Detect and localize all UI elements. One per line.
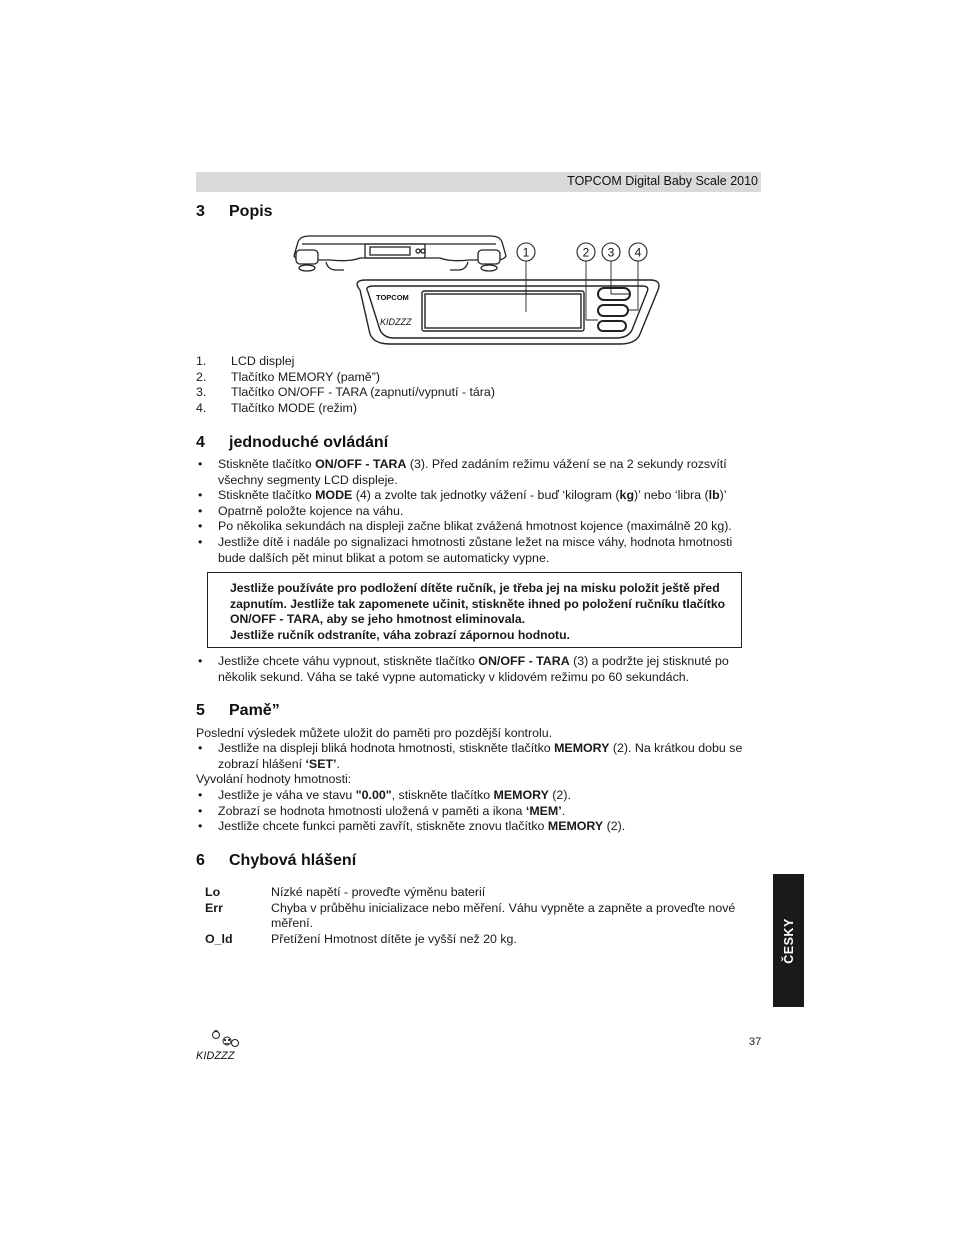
page-number: 37: [749, 1036, 762, 1048]
svg-text:4: 4: [634, 245, 642, 260]
list-item: • Stiskněte tlačítko MODE (4) a zvolte tak jednotky vážení - buď ‘kilogram (kg)’ nebo ‘libra (lb)’: [198, 488, 727, 503]
error-messages-table: [205, 885, 750, 947]
header-title: TOPCOM Digital Baby Scale 2010: [567, 174, 758, 188]
callout-1: [517, 243, 535, 261]
svg-text:2: 2: [582, 245, 590, 260]
section-5-bullets-a: [196, 741, 751, 772]
diagram-logo-label: KIDZZZ: [380, 317, 412, 327]
section-4-bullets-after-note: [196, 654, 751, 685]
note-text: Jestliže používáte pro podložení dítěte ručník, je třeba jej na misku položit ještě před zapnutím. Jestliže tak zapomenete učinit, stiskněte ihned po položení ručníku tlačítko ON/OFF - TARA, aby se jeho hmotnost eliminovala. Jestliže ručník odstraníte, váha zobrazí zápornou hodnotu.: [230, 581, 726, 642]
kidzzz-logo: [196, 1029, 246, 1063]
language-tab: [773, 874, 804, 1007]
list-item: • Zobrazí se hodnota hmotnosti uložená v paměti a ikona ‘MEM’.: [198, 803, 566, 818]
section-5-bullets-b: [196, 788, 751, 835]
list-item: • Jestliže na displeji bliká hodnota hmotnosti, stiskněte tlačítko MEMORY (2). Na krátkou dobu se zobrazí hlášení ‘SET’.: [198, 741, 743, 771]
svg-text:3: 3: [607, 245, 615, 260]
table-row: Lo Nízké napětí - proveďte výměnu baterií: [205, 885, 486, 899]
list-item: • Jestliže chcete funkci paměti zavřít, stiskněte znovu tlačítko MEMORY (2).: [198, 819, 626, 834]
callout-3: [602, 243, 620, 261]
list-item: • Jestliže dítě i nadále po signalizaci hmotnosti zůstane ležet na misce váhy, hodnota hmotnosti bude dalších pět minut blikat a potom se automaticky vypne.: [198, 534, 733, 565]
table-row: O_ld Přetížení Hmotnost dítěte je vyšší než 20 kg.: [205, 931, 517, 946]
svg-text:KIDZZZ: KIDZZZ: [196, 1050, 235, 1062]
list-item: • Opatrně položte kojence na váhu.: [198, 503, 404, 518]
parts-list: [196, 354, 696, 416]
svg-text:1: 1: [522, 245, 530, 260]
section-4-bullets: [196, 457, 751, 566]
list-item: 1. LCD displej: [196, 354, 295, 368]
list-item: • Po několika sekundách na displeji začne blikat zvážená hmotnost kojence (maximálně 20 kg).: [198, 519, 732, 534]
list-item: 4. Tlačítko MODE (režim): [196, 400, 357, 415]
diagram-brand-label: TOPCOM: [376, 293, 409, 302]
section-5-recall-label: Vyvolání hodnoty hmotnosti:: [196, 772, 352, 786]
note-box: [207, 572, 742, 648]
callout-2: [577, 243, 595, 261]
list-item: 3. Tlačítko ON/OFF - TARA (zapnutí/vypnutí - tára): [196, 385, 495, 400]
running-header: [196, 172, 761, 192]
callout-4: [629, 243, 647, 261]
table-row: Err Chyba v průběhu inicializace nebo měření. Váhu vypněte a zapněte a proveďte nové měření.: [205, 900, 736, 931]
list-item: 2. Tlačítko MEMORY (pamě”): [196, 369, 380, 384]
section-5-intro: Poslední výsledek můžete uložit do paměti pro pozdější kontrolu.: [196, 726, 553, 740]
scale-top-view: [294, 236, 506, 271]
list-item: • Jestliže chcete váhu vypnout, stiskněte tlačítko ON/OFF - TARA (3) a podržte jej stisknuté po několik sekund. Váha se také vypne automaticky v klidovém režimu po 60 sekundách.: [198, 654, 729, 684]
language-tab-label: ČESKY: [781, 917, 796, 964]
list-item: • Stiskněte tlačítko ON/OFF - TARA (3). Před zadáním režimu vážení se na 2 sekundy rozsvítí všechny segmenty LCD displeje.: [198, 457, 727, 487]
list-item: • Jestliže je váha ve stavu "0.00", stiskněte tlačítko MEMORY (2).: [198, 788, 571, 802]
scale-display-panel: [357, 280, 659, 344]
scale-diagram: [290, 232, 670, 350]
